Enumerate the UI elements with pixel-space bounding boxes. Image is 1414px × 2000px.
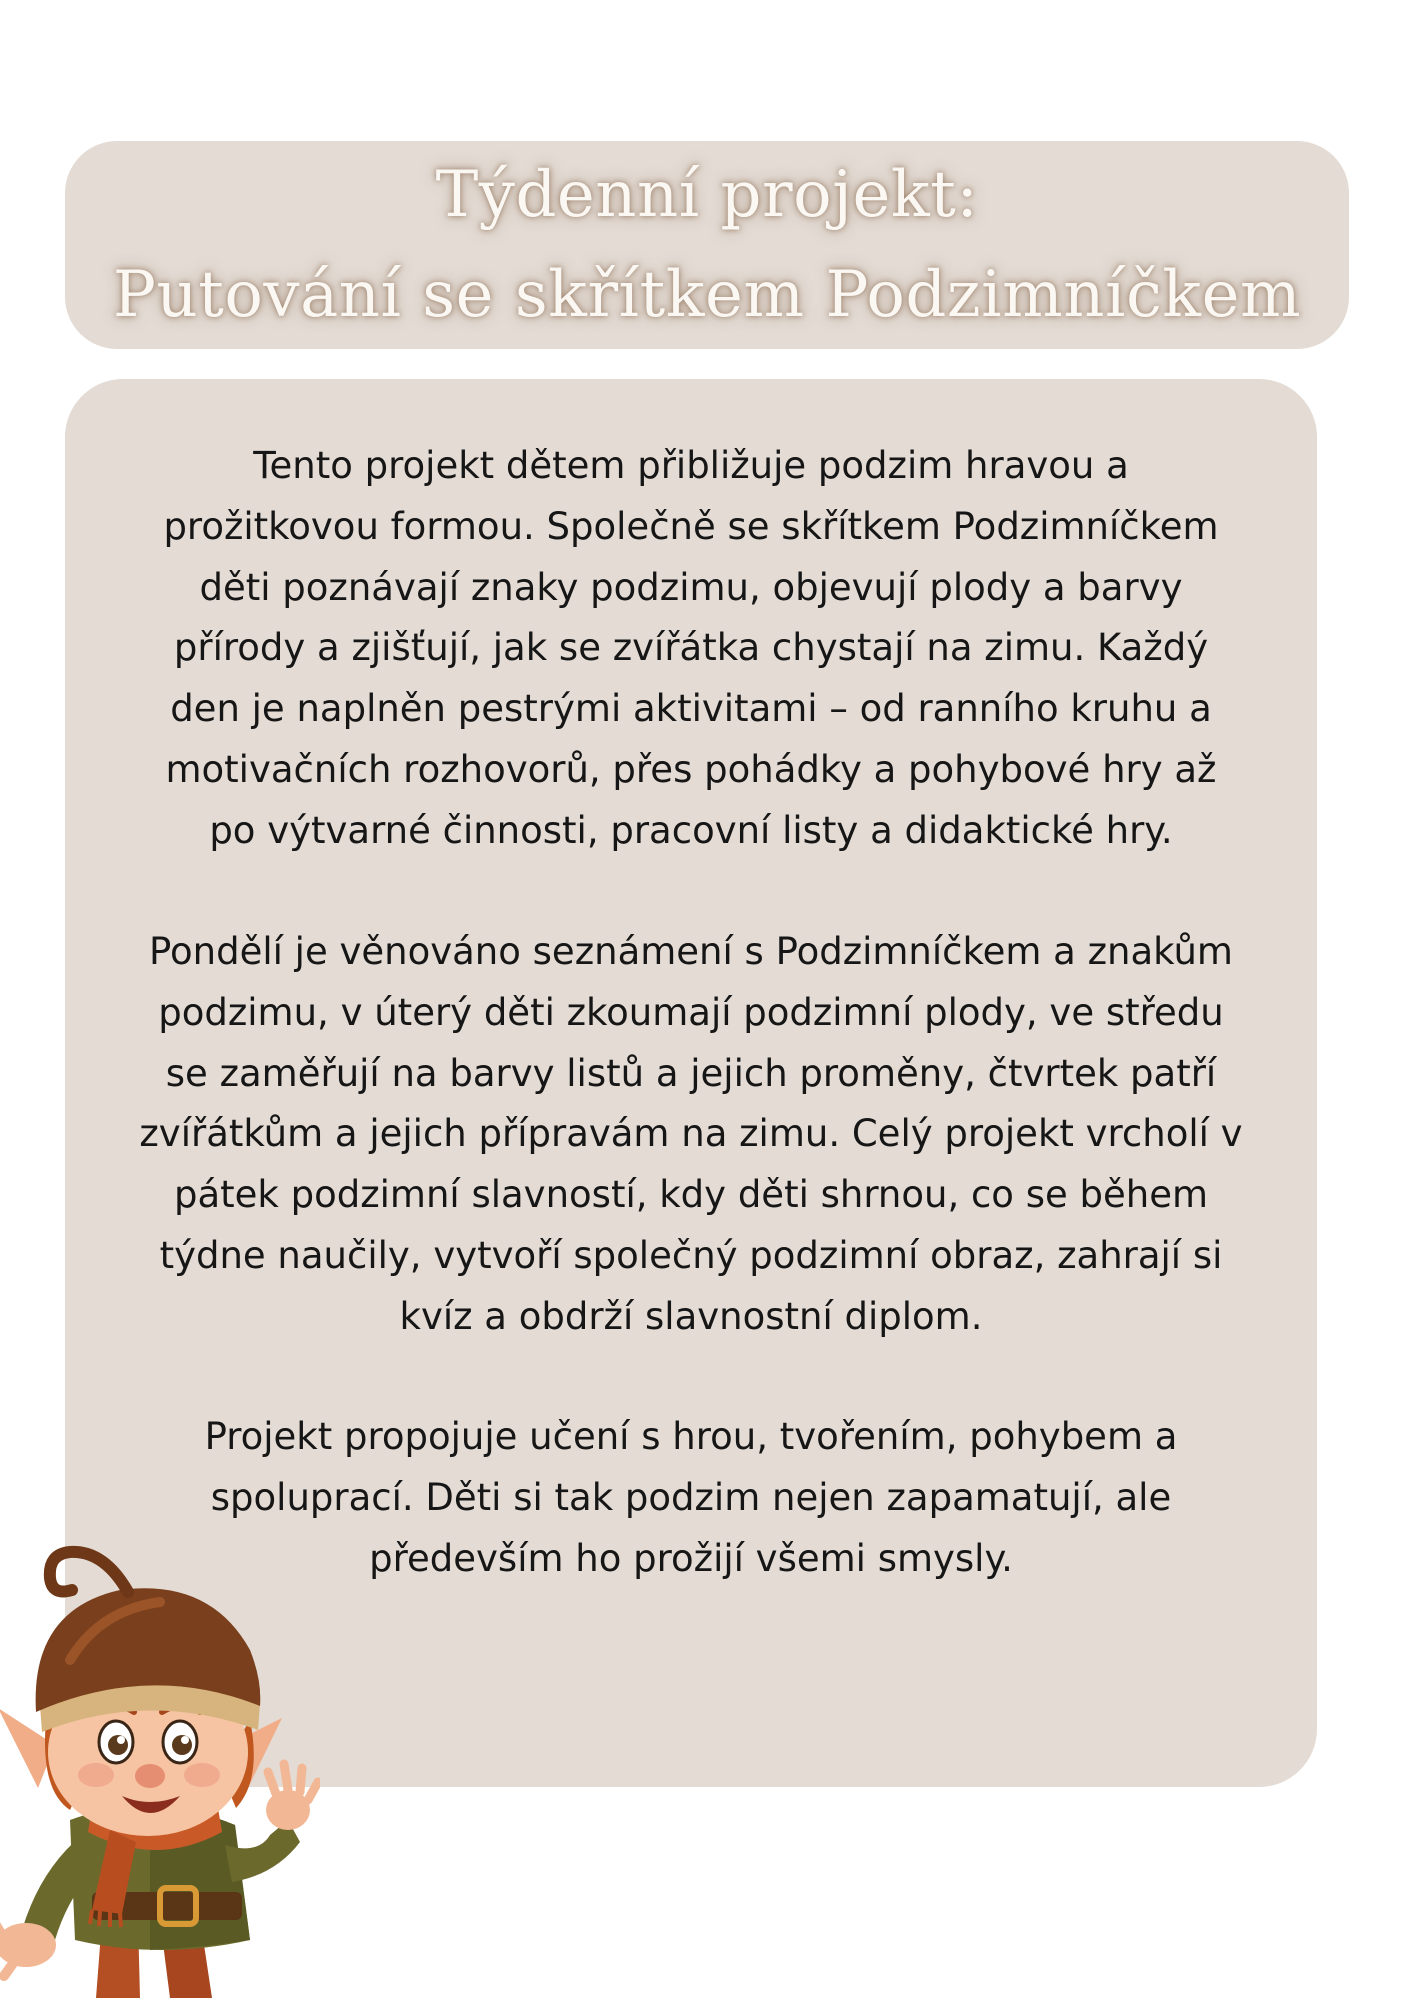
elf-cheek-left [78, 1763, 114, 1787]
paragraph-intro: Tento projekt dětem přibližuje podzim hravou a prožitkovou formou. Společně se skřítkem Podzimníčkem děti poznávají znaky podzimu, objevují plody a barvy přírody a zjišťují, jak se zvířátka chystají na zimu. Každý den je naplněn pestrými aktivitami – od ranního kruhu a motivačních rozhovorů, přes pohádky a pohybové hry až po výtvarné činnosti, pracovní listy a didaktické hry. [163, 444, 1219, 852]
elf-nose [135, 1764, 165, 1788]
autumn-elf-illustration [0, 1490, 320, 2000]
elf-hat-stem [50, 1552, 128, 1592]
title-line-1: Týdenní projekt: [435, 158, 979, 232]
title-line-2: Putování se skřítkem Podzimníčkem [112, 258, 1302, 332]
paragraph-summary: Projekt propojuje učení s hrou, tvořením, pohybem a spoluprací. Děti si tak podzim nejen zapamatují, ale především ho prožijí všemi smysly. [204, 1415, 1178, 1580]
elf-cheek-right [184, 1763, 220, 1787]
elf-hand-right [266, 1764, 318, 1830]
paragraph-week-plan: Pondělí je věnováno seznámení s Podzimníčkem a znakům podzimu, v úterý děti zkoumají podzimní plody, ve středu se zaměřují na barvy listů a jejich proměny, čtvrtek patří zvířátkům a jejich přípravám na zimu. Celý projekt vrcholí v pátek podzimní slavností, kdy děti shrnou, co se během týdne naučily, vytvoří společný podzimní obraz, zahrají si kvíz a obdrží slavnostní diplom. [139, 930, 1243, 1338]
title-banner [65, 141, 1349, 349]
